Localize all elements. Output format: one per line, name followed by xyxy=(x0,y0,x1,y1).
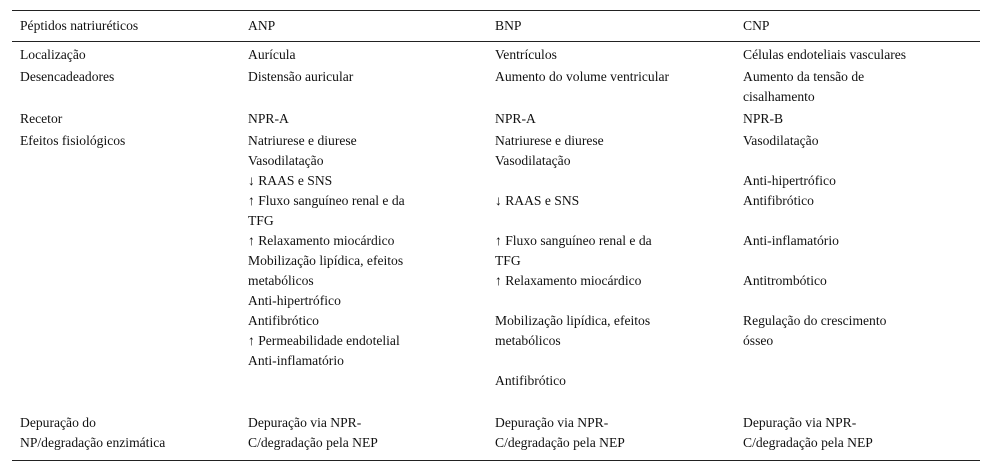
cell-bnp-efeito: Mobilização lipídica, efeitos xyxy=(495,313,651,328)
header-cnp: CNP xyxy=(743,18,770,33)
header-peptides: Péptidos natriuréticos xyxy=(20,18,139,33)
cell-cnp-efeito: Anti-inflamatório xyxy=(743,233,839,248)
header-rule xyxy=(12,41,980,42)
cell-anp-efeito: Mobilização lipídica, efeitos xyxy=(248,253,404,268)
cell-anp-efeito: Antifibrótico xyxy=(248,313,319,328)
cell-anp-localizacao: Aurícula xyxy=(248,47,296,62)
cell-cnp-efeito: Vasodilatação xyxy=(743,133,819,148)
cell-bnp-efeito: ↑ Relaxamento miocárdico xyxy=(495,273,642,288)
cell-cnp-desencadeadores-line: cisalhamento xyxy=(743,89,815,104)
cell-anp-efeito: TFG xyxy=(248,213,274,228)
row-label-recetor: Recetor xyxy=(20,111,63,126)
cell-anp-efeito: ↑ Relaxamento miocárdico xyxy=(248,233,395,248)
cell-anp-efeito: Anti-inflamatório xyxy=(248,353,344,368)
cell-anp-recetor: NPR-A xyxy=(248,111,289,126)
cell-anp-efeito: metabólicos xyxy=(248,273,314,288)
cell-cnp-recetor: NPR-B xyxy=(743,111,784,126)
cell-cnp-desencadeadores-line: Aumento da tensão de xyxy=(743,69,865,84)
cell-anp-efeito: Anti-hipertrófico xyxy=(248,293,341,308)
table-bottom-rule xyxy=(12,460,980,461)
cell-cnp-localizacao: Células endoteliais vasculares xyxy=(743,47,907,62)
cell-anp-depuracao-line: Depuração via NPR- xyxy=(248,415,362,430)
cell-cnp-efeito: Anti-hipertrófico xyxy=(743,173,836,188)
cell-bnp-efeito: Vasodilatação xyxy=(495,153,571,168)
row-label-depuracao-line: Depuração do xyxy=(20,415,96,430)
header-anp: ANP xyxy=(248,18,276,33)
table-top-rule xyxy=(12,10,980,11)
cell-cnp-efeito: ósseo xyxy=(743,333,774,348)
cell-bnp-depuracao-line: C/degradação pela NEP xyxy=(495,435,625,450)
cell-bnp-desencadeadores: Aumento do volume ventricular xyxy=(495,69,670,84)
header-bnp: BNP xyxy=(495,18,522,33)
row-label-desencadeadores: Desencadeadores xyxy=(20,69,115,84)
row-label-efeitos: Efeitos fisiológicos xyxy=(20,133,126,148)
cell-bnp-efeito: metabólicos xyxy=(495,333,561,348)
cell-cnp-depuracao-line: C/degradação pela NEP xyxy=(743,435,873,450)
cell-anp-depuracao-line: C/degradação pela NEP xyxy=(248,435,378,450)
row-label-depuracao-line: NP/degradação enzimática xyxy=(20,435,166,450)
cell-cnp-efeito: Antitrombótico xyxy=(743,273,827,288)
cell-cnp-efeito: Antifibrótico xyxy=(743,193,814,208)
cell-bnp-efeito: TFG xyxy=(495,253,521,268)
cell-anp-efeito: ↓ RAAS e SNS xyxy=(248,173,333,188)
cell-anp-desencadeadores: Distensão auricular xyxy=(248,69,354,84)
cell-bnp-efeito: ↑ Fluxo sanguíneo renal e da xyxy=(495,233,652,248)
cell-bnp-efeito: Natriurese e diurese xyxy=(495,133,604,148)
cell-cnp-depuracao-line: Depuração via NPR- xyxy=(743,415,857,430)
cell-anp-efeito: ↑ Fluxo sanguíneo renal e da xyxy=(248,193,405,208)
row-label-localizacao: Localização xyxy=(20,47,86,62)
cell-cnp-efeito: Regulação do crescimento xyxy=(743,313,887,328)
cell-bnp-efeito: ↓ RAAS e SNS xyxy=(495,193,580,208)
cell-bnp-recetor: NPR-A xyxy=(495,111,536,126)
cell-bnp-depuracao-line: Depuração via NPR- xyxy=(495,415,609,430)
peptides-table xyxy=(12,10,980,462)
cell-bnp-efeito: Antifibrótico xyxy=(495,373,566,388)
cell-bnp-localizacao: Ventrículos xyxy=(495,47,557,62)
cell-anp-efeito: Vasodilatação xyxy=(248,153,324,168)
cell-anp-efeito: ↑ Permeabilidade endotelial xyxy=(248,333,400,348)
cell-anp-efeito: Natriurese e diurese xyxy=(248,133,357,148)
